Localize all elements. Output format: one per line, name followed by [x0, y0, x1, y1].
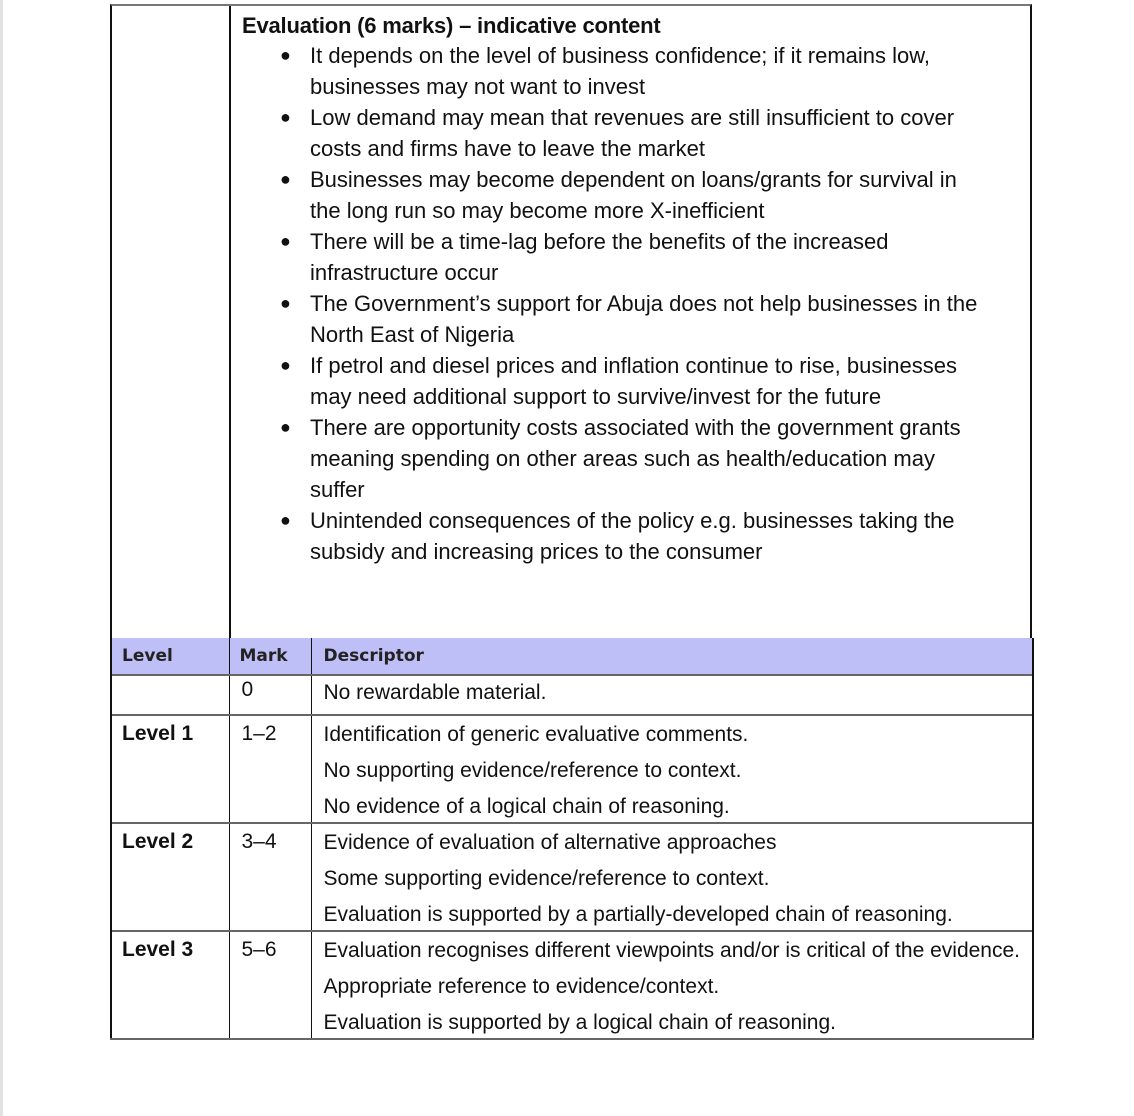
- descriptor-line: No rewardable material.: [323, 681, 547, 704]
- bullet-icon: ●: [280, 293, 291, 313]
- table-row: [111, 823, 1033, 931]
- level-cell: Level 2: [111, 823, 229, 931]
- descriptor-line: Evaluation is supported by a partially-developed chain of reasoning.: [323, 903, 953, 926]
- bullet-icon: ●: [280, 107, 291, 127]
- point-text: Businesses may become dependent on loans/grants for survival in the long run so may become more X-inefficient: [310, 167, 957, 223]
- bullet-icon: ●: [280, 169, 291, 189]
- point-text: Low demand may mean that revenues are still insufficient to cover costs and firms have to leave the market: [310, 105, 955, 161]
- empty-level-cell: [112, 6, 231, 638]
- list-item: [242, 102, 1022, 164]
- bullet-icon: ●: [280, 45, 291, 65]
- descriptor-line: Some supporting evidence/reference to context.: [323, 867, 770, 890]
- mark-cell: 1–2: [229, 715, 311, 823]
- list-item: [242, 288, 1022, 350]
- list-item: [242, 226, 1022, 288]
- list-item: [242, 350, 1022, 412]
- indicative-content-block: [110, 4, 1032, 638]
- point-text: There will be a time-lag before the benefits of the increased infrastructure occur: [310, 229, 889, 285]
- descriptor-line: Identification of generic evaluative comments.: [323, 723, 749, 746]
- point-text: It depends on the level of business confidence; if it remains low, businesses may not want to invest: [310, 43, 931, 99]
- header-descriptor: Descriptor: [311, 638, 1033, 675]
- point-text: Unintended consequences of the policy e.g. businesses taking the subsidy and increasing prices to the consumer: [310, 508, 955, 564]
- table-row: [111, 675, 1033, 715]
- level-cell: Level 3: [111, 931, 229, 1039]
- page-edge: [0, 0, 3, 1116]
- header-mark: Mark: [229, 638, 311, 675]
- descriptor-line: No evidence of a logical chain of reasoning.: [323, 795, 730, 818]
- level-cell: [111, 675, 229, 715]
- header-level: Level: [111, 638, 229, 675]
- bullet-icon: ●: [280, 355, 291, 375]
- descriptor-cell: [311, 931, 1033, 1039]
- descriptor-line: No supporting evidence/reference to context.: [323, 759, 742, 782]
- mark-cell: 3–4: [229, 823, 311, 931]
- list-item: [242, 40, 1022, 102]
- descriptor-cell: [311, 715, 1033, 823]
- indicative-points-list: [242, 40, 1022, 567]
- mark-cell: 5–6: [229, 931, 311, 1039]
- table-row: [111, 931, 1033, 1039]
- table-row: [111, 715, 1033, 823]
- bullet-icon: ●: [280, 231, 291, 251]
- level-cell: Level 1: [111, 715, 229, 823]
- bullet-icon: ●: [280, 417, 291, 437]
- descriptor-line: Appropriate reference to evidence/context.: [323, 975, 720, 998]
- descriptor-line: Evaluation recognises different viewpoints and/or is critical of the evidence.: [323, 939, 1020, 962]
- descriptor-cell: [311, 675, 1033, 715]
- descriptor-cell: [311, 823, 1033, 931]
- levels-table: [110, 638, 1034, 1040]
- mark-cell: 0: [229, 675, 311, 715]
- section-title: Evaluation (6 marks) – indicative content: [242, 13, 661, 38]
- table-header-row: [111, 638, 1033, 675]
- point-text: The Government’s support for Abuja does not help businesses in the North East of Nigeria: [310, 291, 978, 347]
- bullet-icon: ●: [280, 510, 291, 530]
- list-item: [242, 164, 1022, 226]
- descriptor-line: Evaluation is supported by a logical chain of reasoning.: [323, 1011, 836, 1034]
- list-item: [242, 412, 1022, 505]
- point-text: If petrol and diesel prices and inflation continue to rise, businesses may need additional support to survive/invest for the future: [310, 353, 957, 409]
- point-text: There are opportunity costs associated with the government grants meaning spending on other areas such as health/education may suffer: [310, 415, 961, 502]
- list-item: [242, 505, 1022, 567]
- descriptor-line: Evidence of evaluation of alternative approaches: [323, 831, 777, 854]
- indicative-content: [242, 12, 1022, 567]
